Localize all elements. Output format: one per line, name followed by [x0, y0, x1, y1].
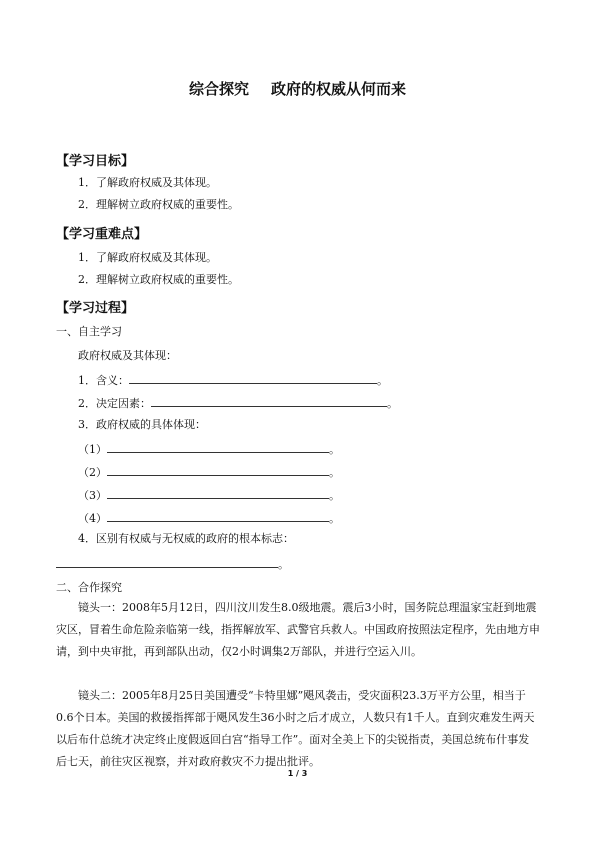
- sub-blank-1[interactable]: [107, 441, 329, 453]
- factors-label: 2．决定因素：: [78, 397, 151, 410]
- meaning-line: 1．含义： 。: [78, 374, 388, 387]
- page-number: 1 / 3: [287, 769, 308, 778]
- page-title: [0, 78, 595, 99]
- sub-item-2: （2） 。: [78, 466, 340, 479]
- sub-item-1: （1） 。: [78, 443, 340, 456]
- goal-item-2: 2．理解树立政府权威的重要性。: [78, 198, 239, 211]
- sub-item-3: （3） 。: [78, 489, 340, 502]
- manifest-label: 3．政府权威的具体体现：: [78, 418, 206, 431]
- factors-line: 2．决定因素： 。: [78, 397, 398, 410]
- sub-blank-2[interactable]: [107, 464, 329, 476]
- meaning-blank[interactable]: [129, 372, 377, 384]
- sub-item-4: （4） 。: [78, 512, 340, 525]
- goal-item-1: 1．了解政府权威及其体现。: [78, 176, 217, 189]
- key-point-item-2: 2．理解树立政府权威的重要性。: [78, 273, 239, 286]
- sub-blank-4[interactable]: [107, 510, 329, 522]
- title-part1: 综合探究: [188, 80, 249, 98]
- self-study-intro: 政府权威及其体现：: [78, 349, 177, 362]
- title-part2: 政府的权威从何而来: [271, 80, 407, 98]
- distinguish-blank[interactable]: [56, 556, 278, 568]
- distinguish-label: 4．区别有权威与无权威的政府的根本标志：: [78, 532, 294, 545]
- distinguish-line: 。: [56, 556, 289, 572]
- sub-blank-3[interactable]: [107, 487, 329, 499]
- meaning-label: 1．含义：: [78, 374, 129, 387]
- key-point-item-1: 1．了解政府权威及其体现。: [78, 251, 217, 264]
- self-study-heading: 一、自主学习: [56, 325, 122, 338]
- key-points-heading: 【学习重难点】: [56, 227, 148, 242]
- process-heading: 【学习过程】: [56, 301, 135, 316]
- goals-heading: 【学习目标】: [56, 154, 135, 169]
- coop-heading: 二、合作探究: [56, 581, 122, 594]
- shot1-paragraph: 镜头一：2008年5月12日，四川汶川发生8.0级地震。震后3小时，国务院总理温家宝赶到地震灾区，冒着生命危险亲临第一线，指挥解放军、武警官兵救人。中国政府按照法定程序，先由地方申请，到中央审批，再到部队出动，仅2小时调集2万部队，并进行空运入川。: [56, 601, 540, 658]
- shot2-paragraph: 镜头二：2005年8月25日美国遭受“卡特里娜”飓风袭击，受灾面积23.3万平方公里，相当于0.6个日本。美国的救援指挥部于飓风发生36小时之后才成立，人数只有1千人。直到灾难发生两天以后布什总统才决定终止度假返回白宫“指导工作”。面对全美上下的尖锐指责，美国总统布什事发后七天，前往灾区视察，并对政府救灾不力提出批评。: [56, 689, 535, 768]
- factors-blank[interactable]: [151, 395, 387, 407]
